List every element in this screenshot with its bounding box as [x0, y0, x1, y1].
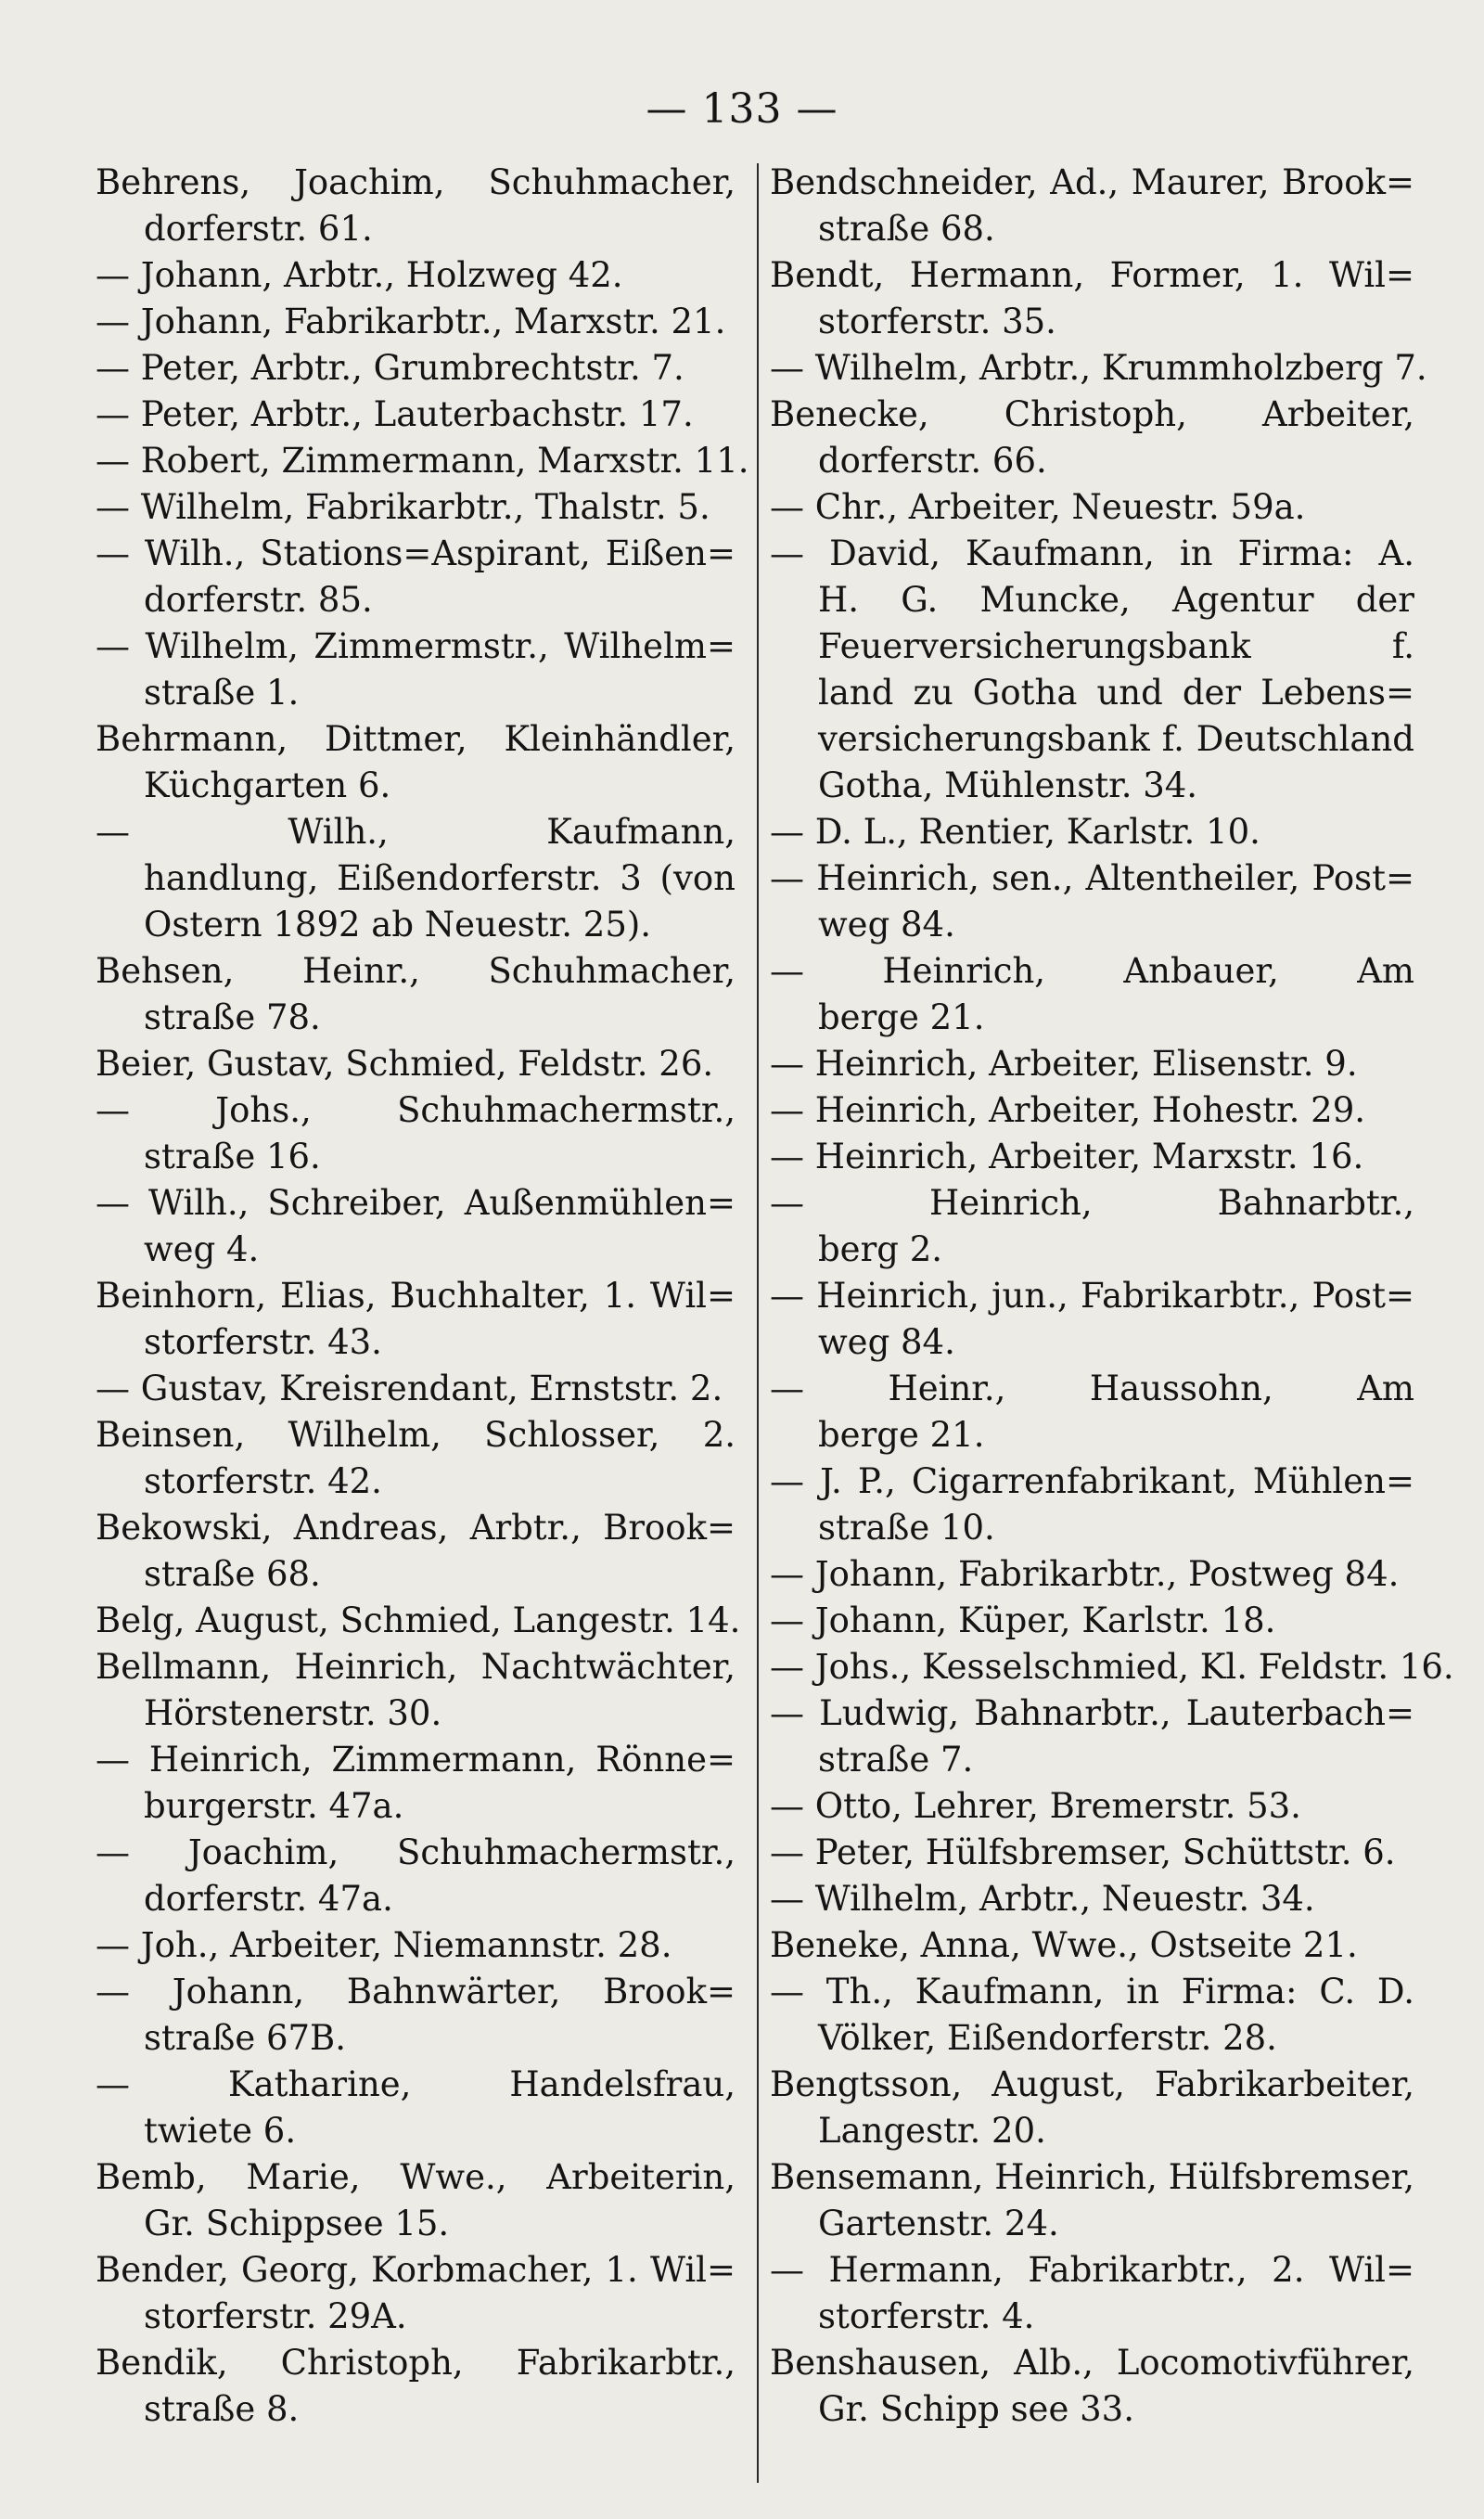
entry-first-line: — Joh., Arbeiter, Niemannstr. 28.: [96, 1925, 672, 1965]
entry-first-line: — Heinrich, Zimmermann, Rönne=: [96, 1740, 736, 1780]
entry-first-line: — Peter, Hülfsbremser, Schüttstr. 6.: [770, 1832, 1396, 1872]
entry-first-line: — Heinrich, Arbeiter, Hohestr. 29.: [770, 1090, 1366, 1130]
column-divider: [757, 163, 759, 2483]
entry-continuation-line: straße 8.: [144, 2389, 300, 2429]
entry-first-line: Bensemann, Heinrich, Hülfsbremser,: [770, 2157, 1414, 2197]
directory-entry: [96, 299, 736, 345]
entry-first-line: Behrmann, Dittmer, Kleinhändler,: [96, 719, 736, 759]
entry-continuation-line: berg 2.: [818, 1229, 943, 1269]
directory-entry: [770, 252, 1414, 345]
entry-first-line: — Wilh., Schreiber, Außenmühlen=: [96, 1183, 736, 1223]
right-column: [770, 160, 1454, 2433]
entry-continuation-line: Gotha, Mühlenstr. 34.: [818, 765, 1198, 805]
entry-first-line: Beneke, Anna, Wwe., Ostseite 21.: [770, 1925, 1358, 1965]
entry-continuation-line: dorferstr. 47a.: [144, 1879, 393, 1919]
entry-first-line: — Wilh., Stations=Aspirant, Eißen=: [96, 533, 736, 573]
directory-entry: [770, 1041, 1414, 1087]
entry-first-line: Bekowski, Andreas, Arbtr., Brook=: [96, 1508, 736, 1548]
entry-first-line: Belg, August, Schmied, Langestr. 14.: [96, 1600, 741, 1640]
entry-first-line: Bendt, Hermann, Former, 1. Wil=: [770, 255, 1414, 295]
directory-entry: [770, 1876, 1414, 1922]
entry-continuation-line: Langestr. 20.: [818, 2111, 1046, 2151]
directory-entry: [96, 438, 749, 484]
directory-entry: [770, 1690, 1414, 1783]
entry-continuation-line: straße 68.: [144, 1554, 321, 1594]
directory-entry: [96, 2340, 736, 2433]
entry-first-line: — Joachim, Schuhmachermstr.,: [96, 1832, 736, 1872]
entry-first-line: — Peter, Arbtr., Lauterbachstr. 17.: [96, 394, 694, 434]
entry-continuation-line: dorferstr. 66.: [818, 441, 1047, 481]
entry-first-line: — Johs., Kesselschmied, Kl. Feldstr. 16.: [770, 1647, 1454, 1687]
entry-first-line: — Johann, Arbtr., Holzweg 42.: [96, 255, 623, 295]
entry-continuation-line: weg 4.: [144, 1229, 260, 1269]
entry-first-line: — Katharine, Handelsfrau,: [96, 2064, 736, 2104]
directory-entry: [770, 1644, 1454, 1690]
entry-first-line: Beinsen, Wilhelm, Schlosser, 2.: [96, 1415, 736, 1455]
entry-first-line: — David, Kaufmann, in Firma: A.: [770, 533, 1414, 573]
directory-entry: [96, 1969, 736, 2062]
entry-first-line: Bender, Georg, Korbmacher, 1. Wil=: [96, 2250, 736, 2290]
directory-entry: [96, 2154, 736, 2247]
entry-continuation-line: storferstr. 29A.: [144, 2296, 407, 2336]
entry-first-line: — Wilhelm, Arbtr., Neuestr. 34.: [770, 1879, 1315, 1919]
entry-first-line: — Johs., Schuhmachermstr.,: [96, 1090, 736, 1130]
directory-entry: [96, 1087, 736, 1180]
entry-continuation-line: straße 10.: [818, 1508, 995, 1548]
entry-continuation-line: storferstr. 35.: [818, 302, 1056, 341]
directory-entry: [770, 484, 1414, 531]
entry-first-line: — Johann, Bahnwärter, Brook=: [96, 1972, 736, 2011]
directory-entry: [770, 1783, 1414, 1830]
directory-entry: [96, 948, 736, 1041]
directory-entry: [770, 2062, 1414, 2154]
directory-entry: [770, 948, 1414, 1041]
entry-first-line: — Peter, Arbtr., Grumbrechtstr. 7.: [96, 348, 684, 388]
directory-entry: [96, 623, 736, 716]
entry-first-line: Benshausen, Alb., Locomotivführer,: [770, 2343, 1414, 2383]
entry-first-line: — Gustav, Kreisrendant, Ernststr. 2.: [96, 1369, 723, 1408]
entry-continuation-line: land zu Gotha und der Lebens=: [818, 673, 1414, 713]
directory-entry: [96, 1366, 736, 1412]
entry-continuation-line: straße 1.: [144, 673, 300, 713]
directory-entry: [770, 392, 1414, 484]
entry-continuation-line: dorferstr. 61.: [144, 209, 373, 249]
entry-continuation-line: straße 7.: [818, 1740, 974, 1780]
directory-entry: [96, 252, 736, 299]
entry-continuation-line: Feuerversicherungsbank f.: [818, 626, 1414, 666]
entry-first-line: — J. P., Cigarrenfabrikant, Mühlen=: [770, 1461, 1414, 1501]
entry-continuation-line: straße 67B.: [144, 2018, 347, 2058]
entry-continuation-line: berge 21.: [818, 1415, 985, 1455]
entry-first-line: — Wilhelm, Zimmermstr., Wilhelm=: [96, 626, 736, 666]
page-number: — 133 —: [646, 85, 838, 133]
entry-continuation-line: Völker, Eißendorferstr. 28.: [818, 2018, 1277, 2058]
entry-continuation-line: dorferstr. 85.: [144, 580, 373, 620]
entry-first-line: Bengtsson, August, Fabrikarbeiter,: [770, 2064, 1414, 2104]
entry-continuation-line: storferstr. 4.: [818, 2296, 1035, 2336]
entry-continuation-line: weg 84.: [818, 905, 955, 945]
entry-continuation-line: handlung, Eißendorferstr. 3 (von: [144, 858, 736, 898]
directory-entry: [96, 392, 736, 438]
directory-entry: [770, 1551, 1414, 1598]
entry-continuation-line: Küchgarten 6.: [144, 765, 391, 805]
entry-first-line: — Heinrich, jun., Fabrikarbtr., Post=: [770, 1276, 1414, 1316]
directory-entry: [770, 1366, 1414, 1459]
entry-continuation-line: straße 68.: [818, 209, 995, 249]
directory-entry: [96, 2247, 736, 2340]
entry-first-line: Behsen, Heinr., Schuhmacher,: [96, 951, 736, 991]
directory-entry: [96, 1180, 736, 1273]
entry-first-line: Bendik, Christoph, Fabrikarbtr.,: [96, 2343, 736, 2383]
directory-entry: [96, 2062, 736, 2154]
directory-entry: [770, 855, 1414, 948]
entry-first-line: Behrens, Joachim, Schuhmacher,: [96, 162, 736, 202]
entry-first-line: — Heinr., Haussohn, Am: [770, 1369, 1414, 1408]
entry-continuation-line: Gr. Schipp see 33.: [818, 2389, 1134, 2429]
directory-entry: [770, 531, 1414, 809]
entry-first-line: — D. L., Rentier, Karlstr. 10.: [770, 812, 1260, 852]
entry-first-line: Beinhorn, Elias, Buchhalter, 1. Wil=: [96, 1276, 736, 1316]
directory-entry: [770, 1830, 1414, 1876]
entry-first-line: — Otto, Lehrer, Bremerstr. 53.: [770, 1786, 1301, 1826]
entry-first-line: — Heinrich, Arbeiter, Marxstr. 16.: [770, 1137, 1364, 1176]
entry-first-line: — Johann, Fabrikarbtr., Postweg 84.: [770, 1554, 1400, 1594]
entry-first-line: — Wilhelm, Arbtr., Krummholzberg 7.: [770, 348, 1427, 388]
directory-entry: [770, 1598, 1414, 1644]
entry-first-line: — Wilh., Kaufmann,: [96, 812, 736, 852]
entry-continuation-line: berge 21.: [818, 997, 985, 1037]
entry-first-line: — Johann, Küper, Karlstr. 18.: [770, 1600, 1276, 1640]
directory-entry: [96, 1598, 741, 1644]
directory-entry: [96, 531, 736, 623]
entry-first-line: — Heinrich, Anbauer, Am: [770, 951, 1414, 991]
directory-entry: [770, 1922, 1414, 1969]
entry-first-line: — Hermann, Fabrikarbtr., 2. Wil=: [770, 2250, 1414, 2290]
directory-entry: [96, 1830, 736, 1922]
directory-entry: [96, 1737, 736, 1830]
entry-first-line: — Heinrich, Bahnarbtr.,: [770, 1183, 1414, 1223]
directory-entry: [96, 160, 736, 252]
entry-first-line: Beier, Gustav, Schmied, Feldstr. 26.: [96, 1044, 714, 1084]
entry-first-line: — Johann, Fabrikarbtr., Marxstr. 21.: [96, 302, 726, 341]
entry-first-line: — Robert, Zimmermann, Marxstr. 11.: [96, 441, 749, 481]
directory-entry: [770, 1180, 1414, 1273]
entry-continuation-line: burgerstr. 47a.: [144, 1786, 404, 1826]
directory-entry: [96, 1412, 736, 1505]
entry-first-line: — Wilhelm, Fabrikarbtr., Thalstr. 5.: [96, 487, 710, 527]
entry-first-line: — Th., Kaufmann, in Firma: C. D.: [770, 1972, 1414, 2011]
directory-entry: [96, 716, 736, 809]
entry-continuation-line: weg 84.: [818, 1322, 955, 1362]
entry-continuation-line: straße 16.: [144, 1137, 321, 1176]
directory-entry: [770, 160, 1414, 252]
directory-entry: [770, 2154, 1414, 2247]
entry-continuation-line: Ostern 1892 ab Neuestr. 25).: [144, 905, 652, 945]
entry-continuation-line: straße 78.: [144, 997, 321, 1037]
entry-continuation-line: H. G. Muncke, Agentur der: [818, 580, 1414, 620]
entry-first-line: Bendschneider, Ad., Maurer, Brook=: [770, 162, 1414, 202]
directory-entry: [96, 809, 736, 948]
entry-continuation-line: storferstr. 43.: [144, 1322, 382, 1362]
directory-entry: [96, 1505, 736, 1598]
entry-continuation-line: twiete 6.: [144, 2111, 297, 2151]
directory-entry: [96, 1922, 736, 1969]
entry-first-line: — Ludwig, Bahnarbtr., Lauterbach=: [770, 1693, 1414, 1733]
directory-entry: [96, 1273, 736, 1366]
directory-entry: [770, 2340, 1414, 2433]
directory-entry: [96, 345, 736, 392]
entry-first-line: Bellmann, Heinrich, Nachtwächter,: [96, 1647, 736, 1687]
directory-entry: [96, 1041, 736, 1087]
entry-continuation-line: versicherungsbank f. Deutschland: [818, 719, 1414, 759]
directory-entry: [770, 2247, 1414, 2340]
directory-entry: [770, 1969, 1414, 2062]
entry-first-line: — Chr., Arbeiter, Neuestr. 59a.: [770, 487, 1306, 527]
directory-entry: [770, 1273, 1414, 1366]
directory-entry: [770, 1087, 1414, 1134]
directory-entry: [96, 1644, 736, 1737]
directory-entry: [770, 1459, 1414, 1551]
directory-entry: [96, 484, 736, 531]
directory-entry: [770, 1134, 1414, 1180]
entry-continuation-line: storferstr. 42.: [144, 1461, 382, 1501]
entry-continuation-line: Hörstenerstr. 30.: [144, 1693, 442, 1733]
entry-continuation-line: Gr. Schippsee 15.: [144, 2204, 450, 2243]
entry-first-line: — Heinrich, sen., Altentheiler, Post=: [770, 858, 1414, 898]
entry-continuation-line: Gartenstr. 24.: [818, 2204, 1059, 2243]
directory-entry: [770, 345, 1427, 392]
entry-first-line: Bemb, Marie, Wwe., Arbeiterin,: [96, 2157, 736, 2197]
left-column: [96, 160, 749, 2433]
entry-first-line: — Heinrich, Arbeiter, Elisenstr. 9.: [770, 1044, 1358, 1084]
directory-entry: [770, 809, 1414, 855]
entry-first-line: Benecke, Christoph, Arbeiter,: [770, 394, 1414, 434]
